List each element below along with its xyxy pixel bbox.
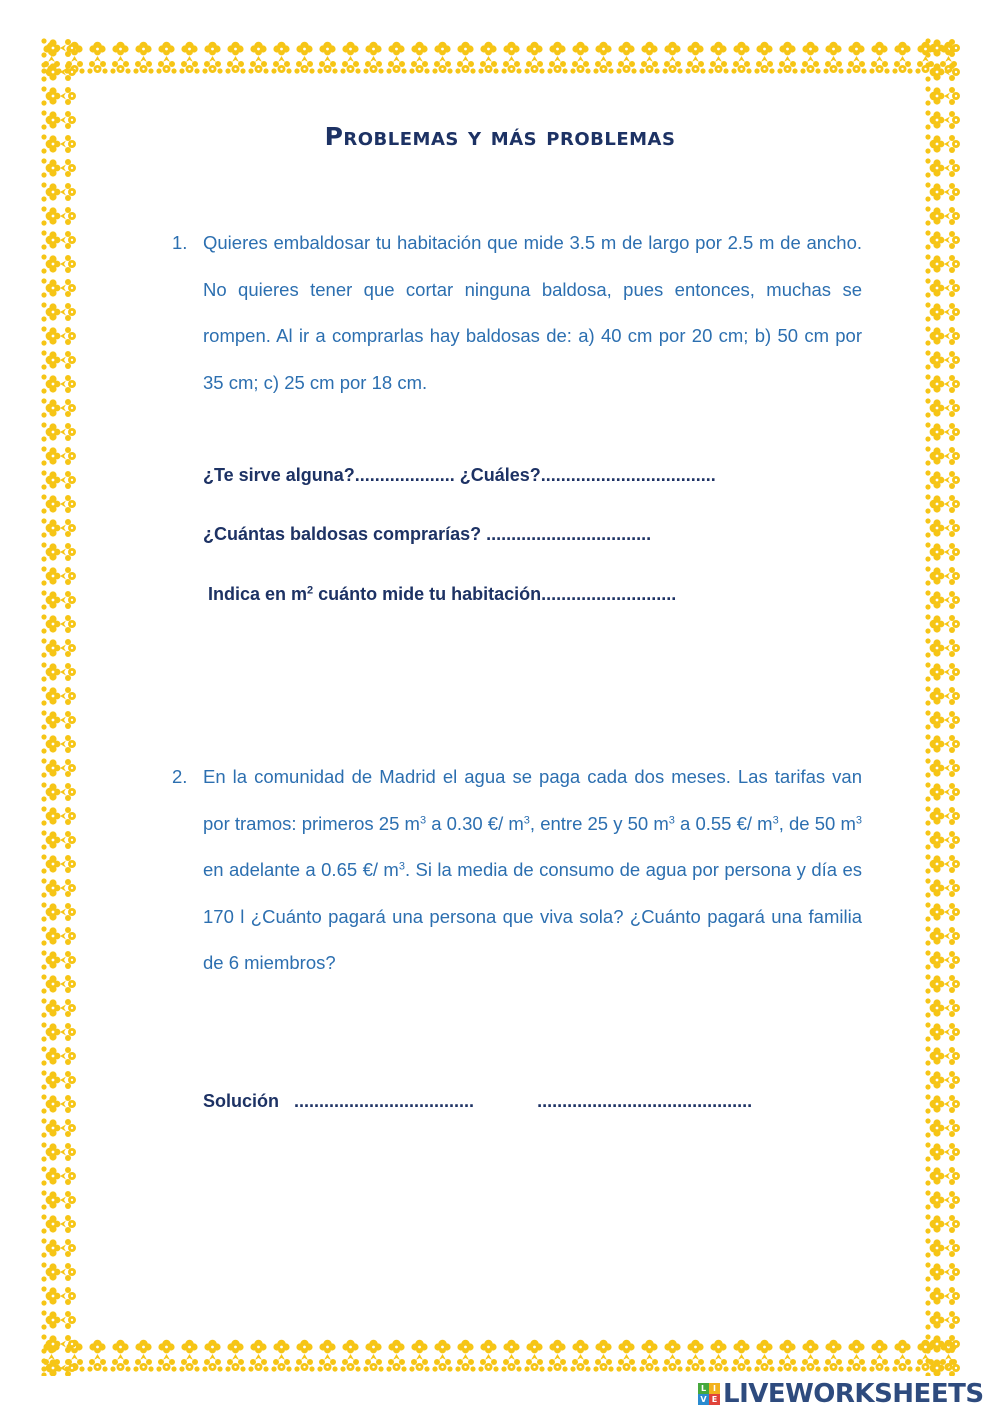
problem-2 <box>172 754 862 987</box>
problem-2-segment: a 0.55 €/ m <box>674 812 773 834</box>
problem-2-segment: a 0.30 €/ m <box>426 812 524 834</box>
page-title: Problemas y más problemas <box>324 122 676 151</box>
solution-answer-field-2[interactable]: ........................................... <box>537 1091 753 1111</box>
superscript: 3 <box>772 813 779 826</box>
problem-2-segment: , de 50 m <box>778 812 856 834</box>
floral-border-top <box>40 36 960 78</box>
logo-letter: V <box>698 1394 709 1405</box>
floral-border-left <box>38 36 80 1376</box>
question-serve-text[interactable]: ¿Te sirve alguna?.................... <box>203 465 455 485</box>
question-area-prefix: Indica en m <box>208 584 308 604</box>
question-which-text[interactable]: ¿Cuáles?................................... <box>454 465 716 485</box>
floral-border-right <box>922 36 964 1376</box>
solution-label: Solución <box>203 1091 279 1111</box>
superscript: 3 <box>398 860 405 873</box>
logo-letter: I <box>709 1383 720 1394</box>
problem-2-text <box>203 754 862 987</box>
problem-2-number: 2. <box>172 766 188 787</box>
question-serve <box>203 465 716 486</box>
question-area-sup: 2 <box>307 584 314 597</box>
liveworksheets-watermark <box>698 1377 984 1411</box>
problem-2-segment: en adelante a 0.65 €/ m <box>203 859 399 880</box>
problem-1 <box>172 220 862 406</box>
logo-letter: E <box>709 1394 720 1405</box>
superscript: 3 <box>523 813 530 826</box>
problem-2-segment: , entre 25 y 50 m <box>529 812 669 834</box>
problem-2-segment: En la comunidad de Madrid el agua se paga cada dos meses. Las tarifas van por tramos: primeros 25 m <box>203 766 862 834</box>
superscript: 3 <box>668 813 675 826</box>
solution-line <box>203 1091 752 1112</box>
question-how-many[interactable]: ¿Cuántas baldosas comprarías? ................................. <box>203 524 652 544</box>
solution-answer-field-1[interactable]: .................................... <box>294 1091 475 1111</box>
floral-border-bottom <box>40 1334 960 1376</box>
problem-1-number: 1. <box>172 232 188 253</box>
watermark-text: LIVEWORKSHEETS <box>723 1379 984 1409</box>
superscript: 3 <box>419 813 427 826</box>
problem-2-segment: . Si la media de consumo de agua por persona y día es 170 l ¿Cuánto pagará una persona que viva sola? ¿Cuánto pagará una familia de 6 miembros? <box>203 859 862 973</box>
superscript: 3 <box>855 813 862 826</box>
liveworksheets-logo-icon <box>698 1383 720 1405</box>
problem-1-text: Quieres embaldosar tu habitación que mide 3.5 m de largo por 2.5 m de ancho. No quieres tener que cortar ninguna baldosa, pues entonces, muchas se rompen. Al ir a comprarlas hay baldosas de: a) 40 cm por 20 cm; b) 50 cm por 35 cm; c) 25 cm por 18 cm. <box>203 232 862 393</box>
question-area-suffix: cuánto mide tu habitación........................... <box>313 584 677 604</box>
logo-letter: L <box>698 1383 709 1394</box>
question-area[interactable] <box>208 584 676 605</box>
